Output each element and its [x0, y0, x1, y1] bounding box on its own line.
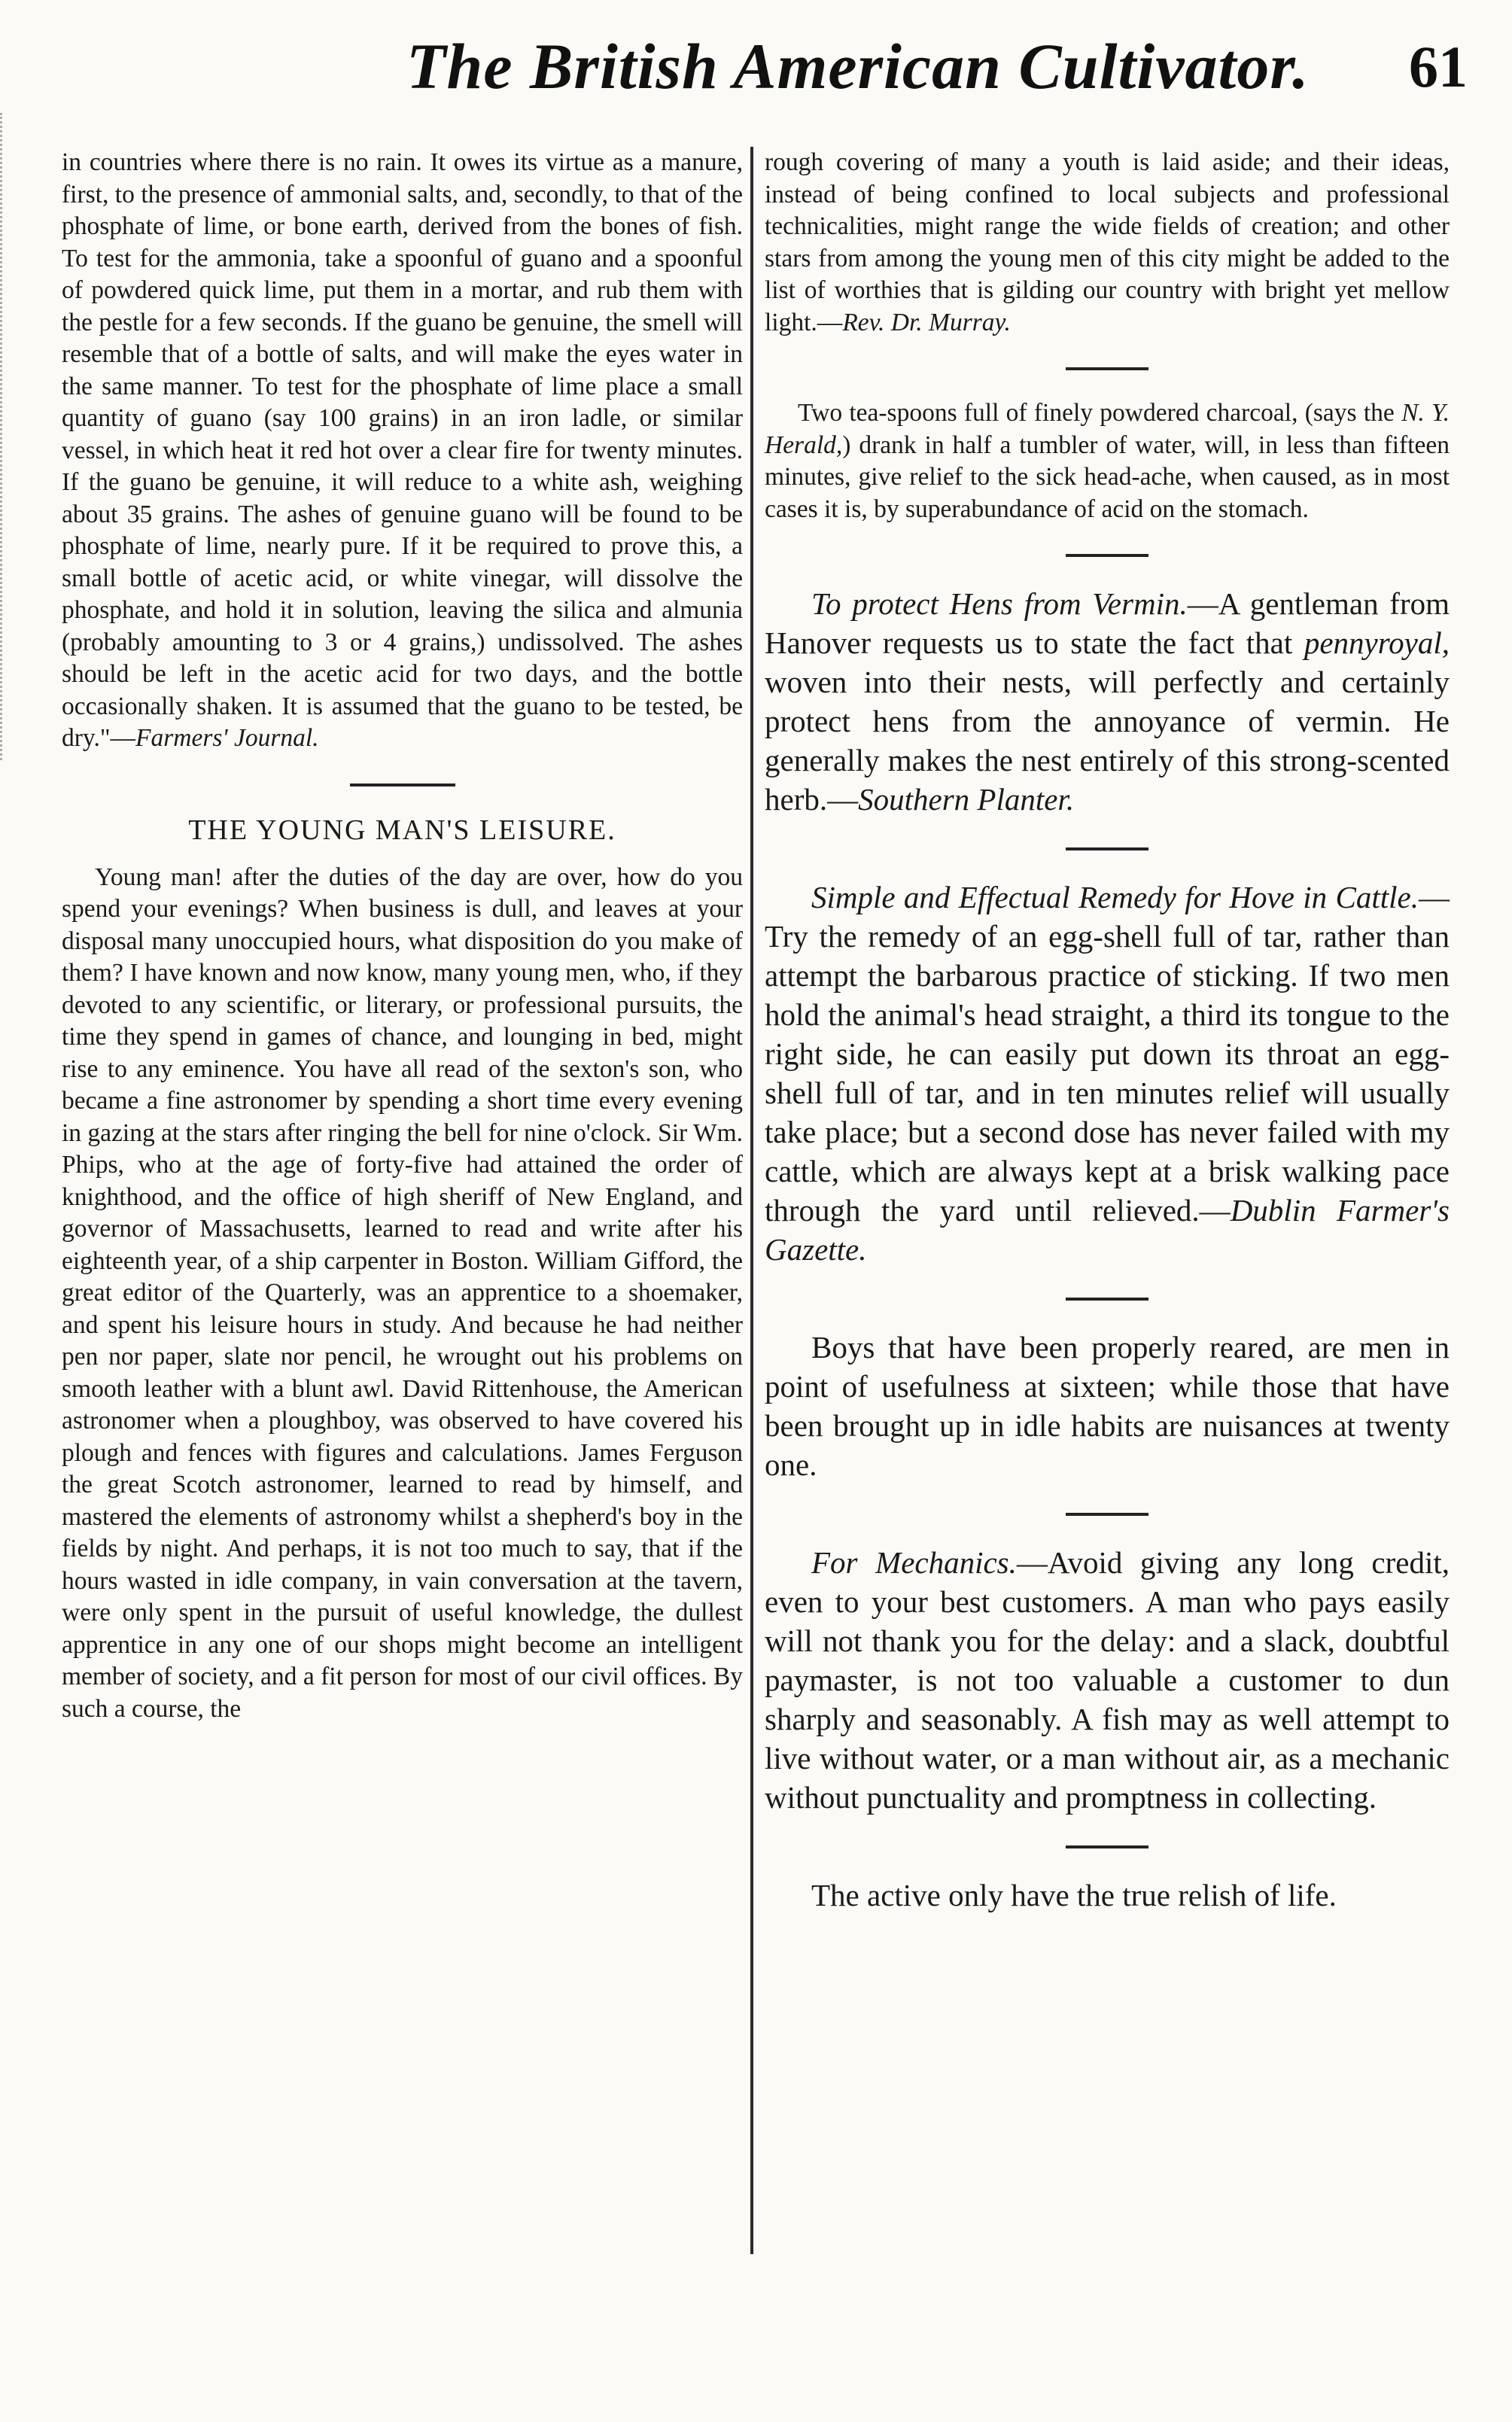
article-heading: THE YOUNG MAN'S LEISURE. [188, 814, 616, 846]
hove-item [765, 878, 1450, 1269]
hens-title: To protect Hens from Vermin. [811, 586, 1188, 621]
hens-source: Southern Planter. [858, 782, 1075, 817]
section-divider [1066, 1845, 1148, 1848]
mechanics-item [765, 1543, 1450, 1817]
section-divider [1066, 554, 1148, 557]
running-title: The British American Cultivator. [406, 30, 1310, 102]
young-man-text: rough covering of many a youth is laid aside; and their ideas, instead of being confined to local subjects and professional technicalities, might range the wide fields of creation; and other stars from among the young men of this city might be added to the list of worthies that is gilding our country with bright yet mellow light.— [765, 148, 1450, 336]
hove-source: Dublin Farmer's Gazette. [765, 1193, 1450, 1267]
section-divider [1066, 367, 1148, 370]
charcoal-item [765, 397, 1450, 525]
guano-article-continued [62, 147, 743, 755]
left-column [62, 147, 743, 1725]
section-divider [350, 783, 455, 787]
page-number: 61 [1409, 34, 1468, 99]
young-man-article: Young man! after the duties of the day are over, how do you spend your evenings? When business is dull, and leaves at your disposal many unoccupied hours, what disposition do you make of them? I have known and now know, many young men, who, if they devoted to any scientific, or literary, or professional pursuits, the time they spend in games of chance, and lounging in bed, might rise to any eminence. You have all read of the sexton's son, who became a fine astronomer by spending a short time every evening in gazing at the stars after ringing the bell for nine o'clock. Sir Wm. Phips, who at the age of forty-five had attained the order of knighthood, and the office of high sheriff of New England, and governor of Massachusetts, learned to read and write after his eighteenth year, of a ship carpenter in Boston. William Gifford, the great editor of the Quarterly, was an apprentice to a shoemaker, and spent his leisure hours in study. And because he had neither pen nor paper, slate nor pencil, he wrought out his problems on smooth leather with a blunt awl. David Rittenhouse, the American astronomer when a ploughboy, was observed to have covered his plough and fences with figures and calculations. James Ferguson the great Scotch astronomer, learned to read by himself, and mastered the elements of astronomy whilst a shepherd's boy in the fields by night. And perhaps, it is not too much to say, that if the hours wasted in idle company, in vain conversation at the tavern, were only spent in the pursuit of useful knowledge, the dullest apprentice in any one of our shops might become an intelligent member of society, and a fit person for most of our civil offices. By such a course, the [62, 863, 744, 1723]
hens-text-start: —A gentleman from Hanover requests us to state the fact that [765, 586, 1450, 660]
hove-text: —Try the remedy of an egg-shell full of tar, rather than attempt the barbarous practice of sticking. If two men hold the animal's head straight, a third its tongue to the right side, he can easily put down its throat an egg-shell full of tar, and in ten minutes relief will usually take place; but a second dose has never failed with my cattle, which are always kept at a brisk walking pace through the yard until relieved.— [765, 880, 1450, 1228]
right-column [765, 147, 1450, 1915]
guano-source: Farmers' Journal. [135, 724, 319, 752]
charcoal-paper-name: N. Y. Herald, [765, 399, 1450, 459]
guano-text: in countries where there is no rain. It owes its virtue as a manure, first, to the presence of ammonial salts, and, secondly, to that of the phosphate of lime, or bone earth, derived from the bones of fish. To test for the ammonia, take a spoonful of guano and a spoonful of powdered quick lime, put them in a mortar, and rub them with the pestle for a few seconds. If the guano be genuine, the smell will resemble that of a bottle of salts, and will make the eyes water in the same manner. To test for the phosphate of lime place a small quantity of guano (say 100 grains) in an iron ladle, or similar vessel, in which heat it red hot over a clear fire for twenty minutes. If the guano be genuine, it will reduce to a white ash, weighing about 35 grains. The ashes of genuine guano will be found to be phosphate of lime, nearly pure. If it be required to prove this, a small bottle of acetic acid, or white vinegar, will dissolve the phosphate, and hold it in solution, leaving the silica and almunia (probably amounting to 3 or 4 grains,) undissolved. The ashes should be left in the acetic acid for two days, and the bottle occasionally shaken. It is assumed that the guano to be tested, be dry."— [62, 148, 743, 752]
page-header [53, 14, 1483, 126]
column-rule [750, 147, 753, 2254]
margin-perforation [0, 113, 13, 760]
mechanics-title: For Mechanics. [811, 1545, 1017, 1580]
relish-item: The active only have the true relish of life. [811, 1878, 1337, 1912]
young-man-source: Rev. Dr. Murray. [842, 308, 1011, 336]
section-divider [1066, 1298, 1148, 1301]
charcoal-text-start: Two tea-spoons full of finely powdered charcoal, (says the [798, 399, 1402, 427]
boys-item: Boys that have been properly reared, are men in point of usefulness at sixteen; while those that have been brought up in idle habits are nuisances at twenty one. [765, 1330, 1450, 1482]
mechanics-text: —Avoid giving any long credit, even to your best customers. A man who pays easily will not thank you for the delay: and a slack, doubtful paymaster, is not too valuable a customer to dun sharply and seasonably. A fish may as well attempt to live without water, or a man without air, as a mechanic without punctuality and promptness in collecting. [765, 1545, 1450, 1815]
hens-herb-name: pennyroyal, [1304, 625, 1450, 660]
section-divider [1066, 1513, 1148, 1516]
hens-text-end: woven into their nests, will perfectly and certainly protect hens from the annoyance of vermin. He generally makes the nest entirely of this strong-scented herb.— [765, 665, 1450, 817]
charcoal-text-end: ) drank in half a tumbler of water, will, in less than fifteen minutes, give relief to the sick head-ache, when caused, as in most cases it is, by superabundance of acid on the stomach. [765, 431, 1450, 523]
hove-title: Simple and Effectual Remedy for Hove in Cattle. [811, 880, 1419, 914]
hens-item [765, 584, 1450, 819]
young-man-article-continued [765, 147, 1450, 339]
section-divider [1066, 847, 1148, 850]
